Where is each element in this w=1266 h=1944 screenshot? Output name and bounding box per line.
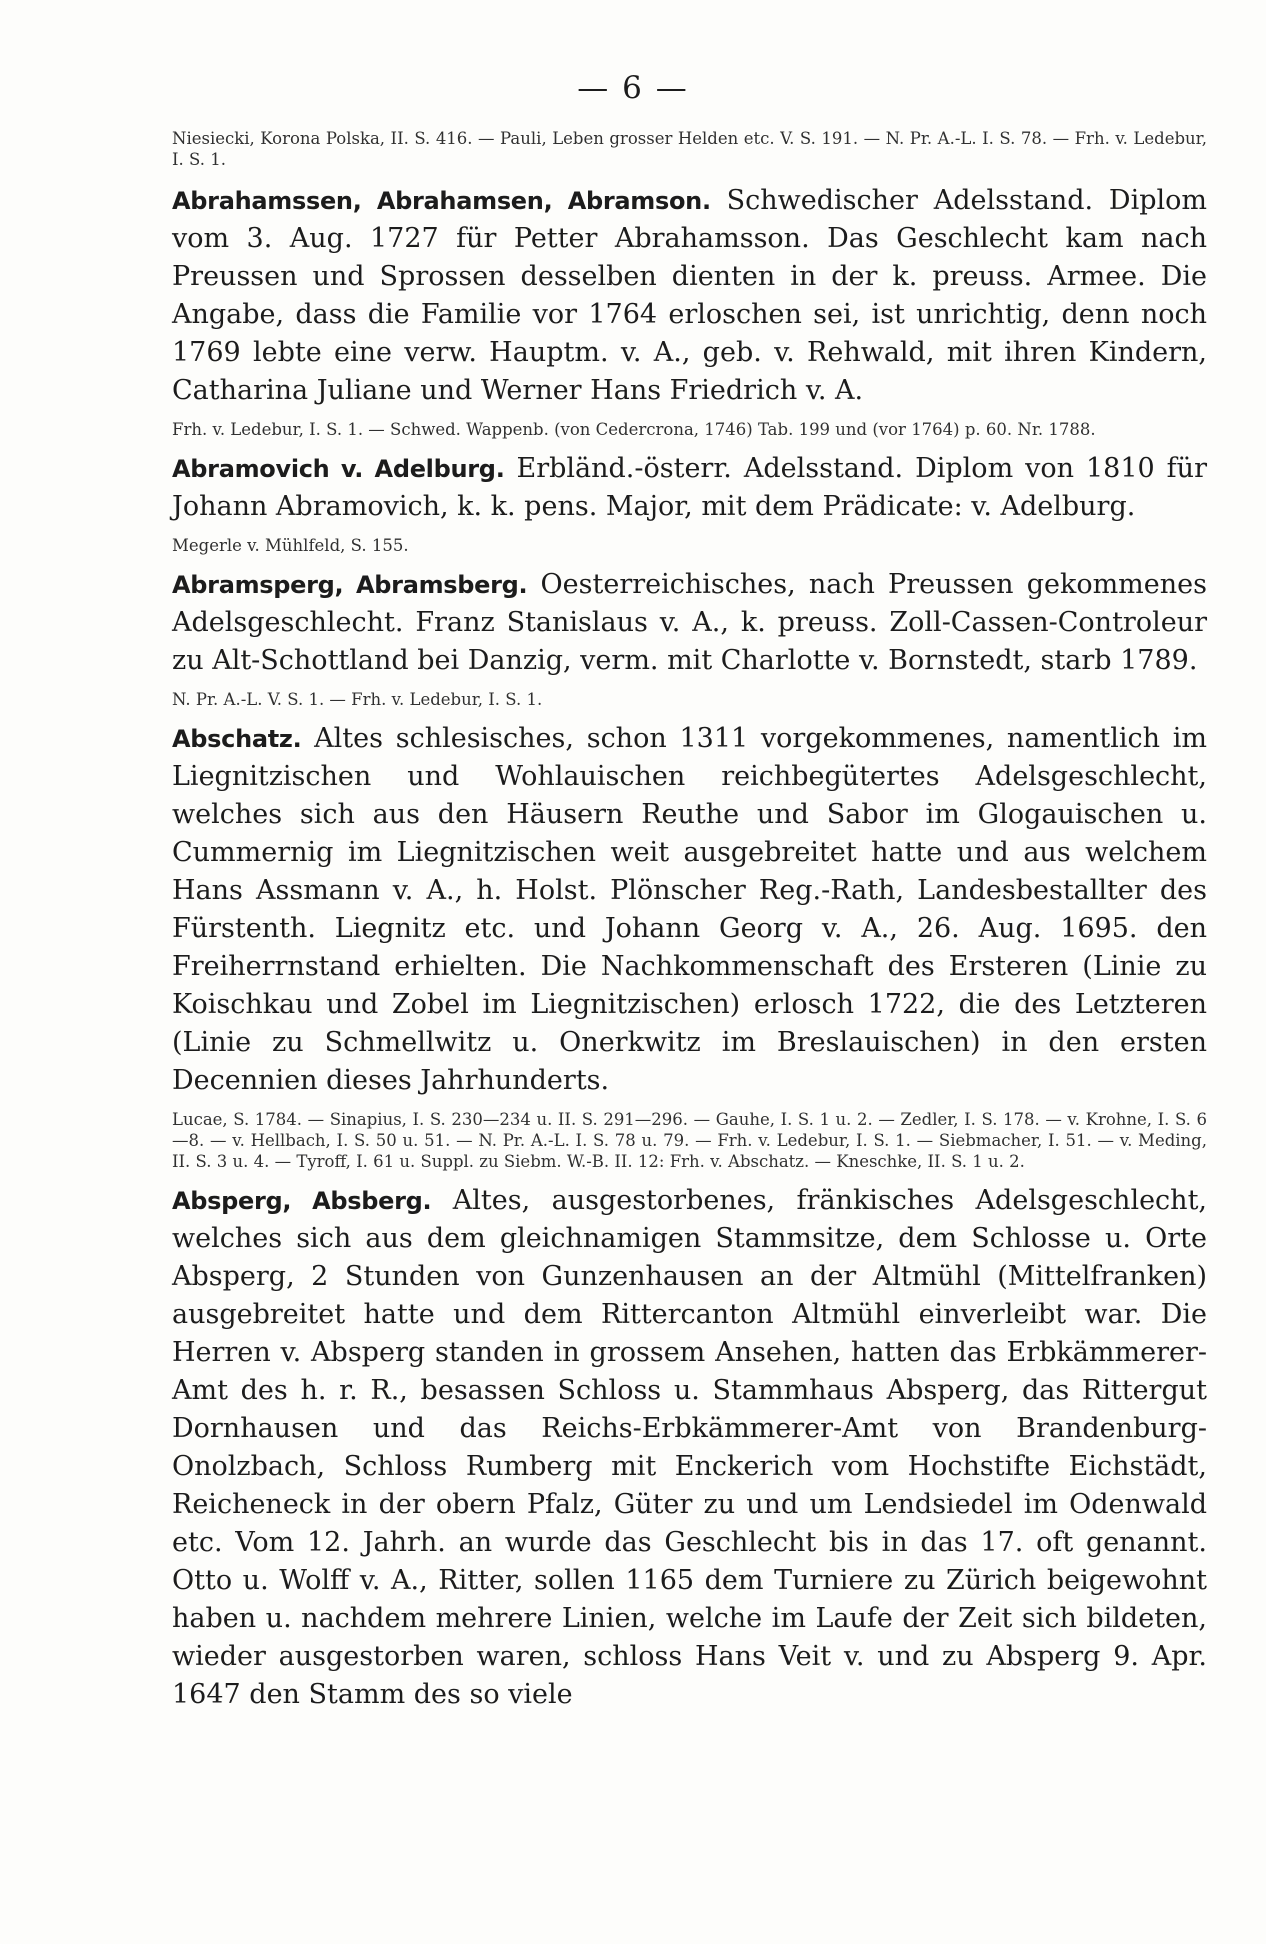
citation-abrahamssen: Frh. v. Ledebur, I. S. 1. — Schwed. Wappenb. (von Cedercrona, 1746) Tab. 199 und (vor 1764) p. 60. Nr. 1788. — [172, 420, 1096, 439]
entry-abschatz — [172, 720, 1207, 1100]
headword-abramovich: Abramovich v. Adelburg. — [172, 455, 505, 483]
text-column — [172, 128, 1207, 1714]
entry-text-abschatz: Altes schlesisches, schon 1311 vorgekommenes, namentlich im Liegnitzischen und Wohlauischen reichbegütertes Adelsgeschlecht, welches sich aus den Häusern Reuthe und Sabor im Glogauischen u. Cummernig im Liegnitzischen weit ausgebreitet hatte und aus welchem Hans Assmann v. A., h. Holst. Plönscher Reg.-Rath, Landesbestallter des Fürstenth. Liegnitz etc. und Johann Georg v. A., 26. Aug. 1695. den Freiherrnstand erhielten. Die Nachkommenschaft des Ersteren (Linie zu Koischkau und Zobel im Liegnitzischen) erlosch 1722, die des Letzteren (Linie zu Schmellwitz u. Onerkwitz im Breslauischen) in den ersten Decennien dieses Jahrhunderts. — [172, 723, 1207, 1096]
entry-text-abramovich: Erbländ.-österr. Adelsstand. Diplom von 1810 für Johann Abramovich, k. k. pens. Major, mit dem Prädicate: v. Adelburg. — [172, 453, 1207, 522]
citation-abramsperg: N. Pr. A.-L. V. S. 1. — Frh. v. Ledebur, I. S. 1. — [172, 690, 543, 709]
entry-text-abrahamssen: Schwedischer Adelsstand. Diplom vom 3. Aug. 1727 für Petter Abrahamsson. Das Geschlecht kam nach Preussen und Sprossen desselben dienten in der k. preuss. Armee. Die Angabe, dass die Familie vor 1764 erloschen sei, ist unrichtig, denn noch 1769 lebte eine verw. Hauptm. v. A., geb. v. Rehwald, mit ihren Kindern, Catharina Juliane und Werner Hans Friedrich v. A. — [172, 185, 1207, 406]
entry-text-abramsperg: Oesterreichisches, nach Preussen gekommenes Adelsgeschlecht. Franz Stanislaus v. A., k. preuss. Zoll-Cassen-Controleur zu Alt-Schottland bei Danzig, verm. mit Charlotte v. Bornstedt, starb 1789. — [172, 569, 1207, 676]
headword-abrahamssen: Abrahamssen, Abrahamsen, Abramson. — [172, 187, 711, 215]
entry-abramovich — [172, 450, 1207, 526]
citation-top: Niesiecki, Korona Polska, II. S. 416. — Pauli, Leben grosser Helden etc. V. S. 191. — N. Pr. A.-L. I. S. 78. — Frh. v. Ledebur, I. S. 1. — [172, 129, 1207, 169]
page-number: — 6 — — [577, 70, 689, 106]
citation-abschatz: Lucae, S. 1784. — Sinapius, I. S. 230—234 u. II. S. 291—296. — Gauhe, I. S. 1 u. 2. — Zedler, I. S. 178. — v. Krohne, I. S. 6—8. — v. Hellbach, I. S. 50 u. 51. — N. Pr. A.-L. I. S. 78 u. 79. — Frh. v. Ledebur, I. S. 1. — Siebmacher, I. 51. — v. Meding, II. S. 3 u. 4. — Tyroff, I. 61 u. Suppl. zu Siebm. W.-B. II. 12: Frh. v. Abschatz. — Kneschke, II. S. 1 u. 2. — [172, 1110, 1207, 1171]
headword-absperg: Absperg, Absberg. — [172, 1187, 432, 1215]
entry-abramsperg — [172, 566, 1207, 680]
headword-abramsperg: Abramsperg, Abramsberg. — [172, 571, 528, 599]
headword-abschatz: Abschatz. — [172, 725, 302, 753]
entry-abrahamssen — [172, 182, 1207, 410]
entry-text-absperg: Altes, ausgestorbenes, fränkisches Adelsgeschlecht, welches sich aus dem gleichnamigen Stammsitze, dem Schlosse u. Orte Absperg, 2 Stunden von Gunzenhausen an der Altmühl (Mittelfranken) ausgebreitet hatte und dem Rittercanton Altmühl einverleibt war. Die Herren v. Absperg standen in grossem Ansehen, hatten das Erbkämmerer-Amt des h. r. R., besassen Schloss u. Stammhaus Absperg, das Rittergut Dornhausen und das Reichs-Erbkämmerer-Amt von Brandenburg-Onolzbach, Schloss Rumberg mit Enckerich vom Hochstifte Eichstädt, Reicheneck in der obern Pfalz, Güter zu und um Lendsiedel im Odenwald etc. Vom 12. Jahrh. an wurde das Geschlecht bis in das 17. oft genannt. Otto u. Wolff v. A., Ritter, sollen 1165 dem Turniere zu Zürich beigewohnt haben u. nachdem mehrere Linien, welche im Laufe der Zeit sich bildeten, wieder ausgestorben waren, schloss Hans Veit v. und zu Absperg 9. Apr. 1647 den Stamm des so viele — [172, 1185, 1207, 1710]
entry-absperg — [172, 1182, 1207, 1714]
citation-abramovich: Megerle v. Mühlfeld, S. 155. — [172, 536, 409, 555]
